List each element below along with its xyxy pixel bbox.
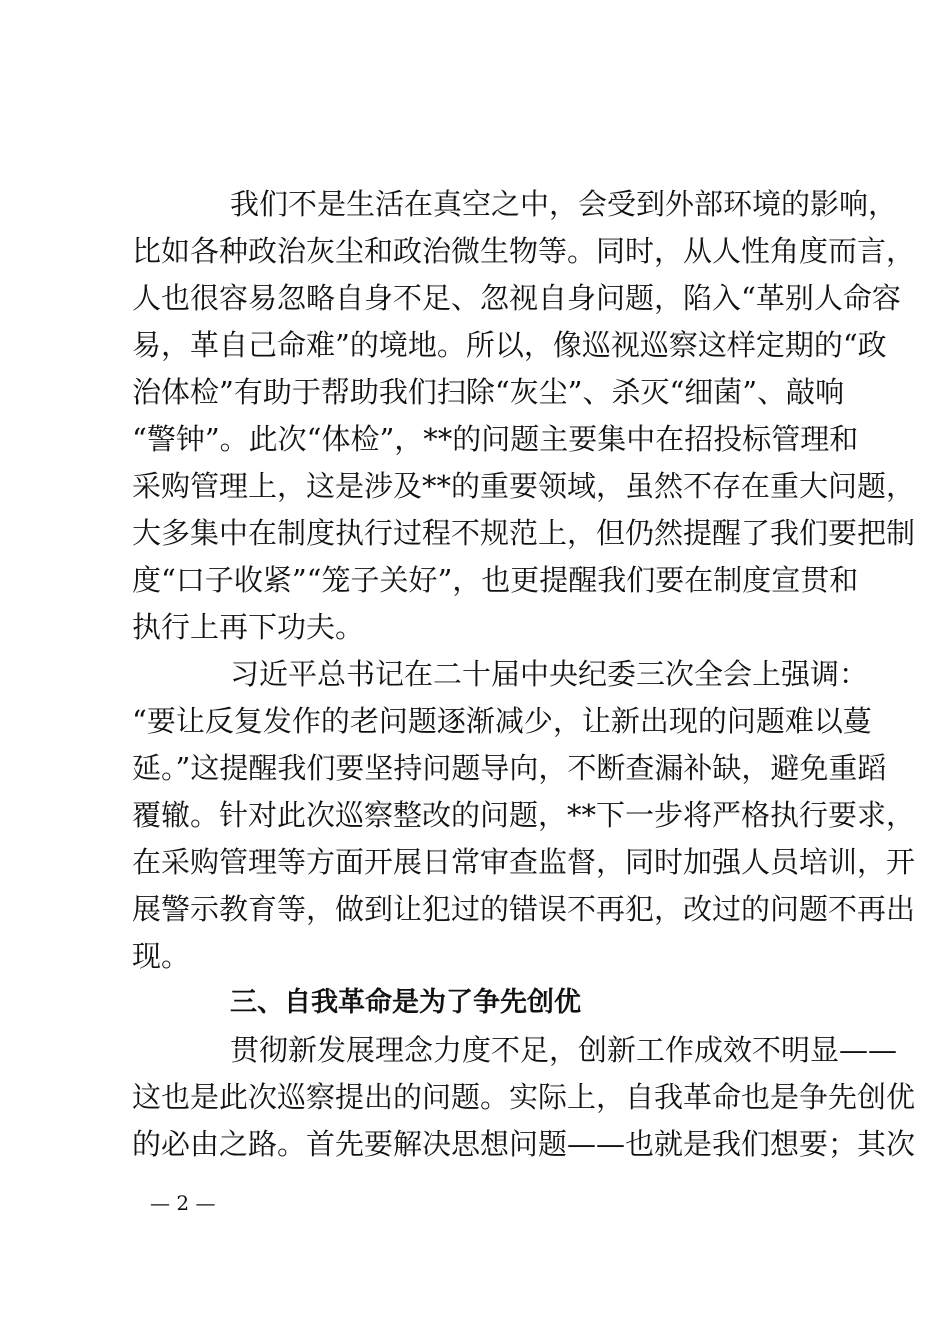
- text-line: 度“口子收紧”“笼子关好”，也更提醒我们要在制度宣贯和: [132, 563, 859, 597]
- text-line: 大多集中在制度执行过程不规范上，但仍然提醒了我们要把制: [132, 516, 916, 550]
- text-line: “要让反复发作的老问题逐渐减少，让新出现的问题难以蔓: [132, 704, 872, 738]
- text-line: 延。”这提醒我们要坚持问题导向，不断查漏补缺，避免重蹈: [132, 751, 887, 785]
- text-line: 现。: [132, 939, 191, 973]
- text-line: 比如各种政治灰尘和政治微生物等。同时，从人性角度而言，: [132, 234, 916, 268]
- text-line: 执行上再下功夫。: [132, 610, 365, 644]
- text-line: 人也很容易忽略自身不足、忽视自身问题，陷入“革别人命容: [132, 281, 901, 315]
- text-line: 的必由之路。首先要解决思想问题——也就是我们想要；其次: [132, 1127, 916, 1161]
- text-line: 采购管理上，这是涉及**的重要领域，虽然不存在重大问题，: [132, 469, 916, 503]
- page-number: — 2 —: [150, 1191, 216, 1215]
- text-line: 我们不是生活在真空之中，会受到外部环境的影响，: [230, 187, 898, 221]
- text-line: 覆辙。针对此次巡察整改的问题，**下一步将严格执行要求，: [132, 798, 916, 832]
- text-line: 习近平总书记在二十届中央纪委三次全会上强调：: [230, 657, 869, 691]
- section-heading: 三、自我革命是为了争先创优: [230, 987, 581, 1018]
- text-line: 在采购管理等方面开展日常审查监督，同时加强人员培训，开: [132, 845, 916, 879]
- text-line: 贯彻新发展理念力度不足，创新工作成效不明显——: [230, 1033, 898, 1067]
- text-line: “警钟”。此次“体检”，**的问题主要集中在招投标管理和: [132, 422, 859, 456]
- text-line: 展警示教育等，做到让犯过的错误不再犯，改过的问题不再出: [132, 892, 916, 926]
- text-line: 这也是此次巡察提出的问题。实际上，自我革命也是争先创优: [132, 1080, 916, 1114]
- text-line: 易，革自己命难”的境地。所以，像巡视巡察这样定期的“政: [132, 328, 887, 362]
- text-line: 治体检”有助于帮助我们扫除“灰尘”、杀灭“细菌”、敲响: [132, 375, 845, 409]
